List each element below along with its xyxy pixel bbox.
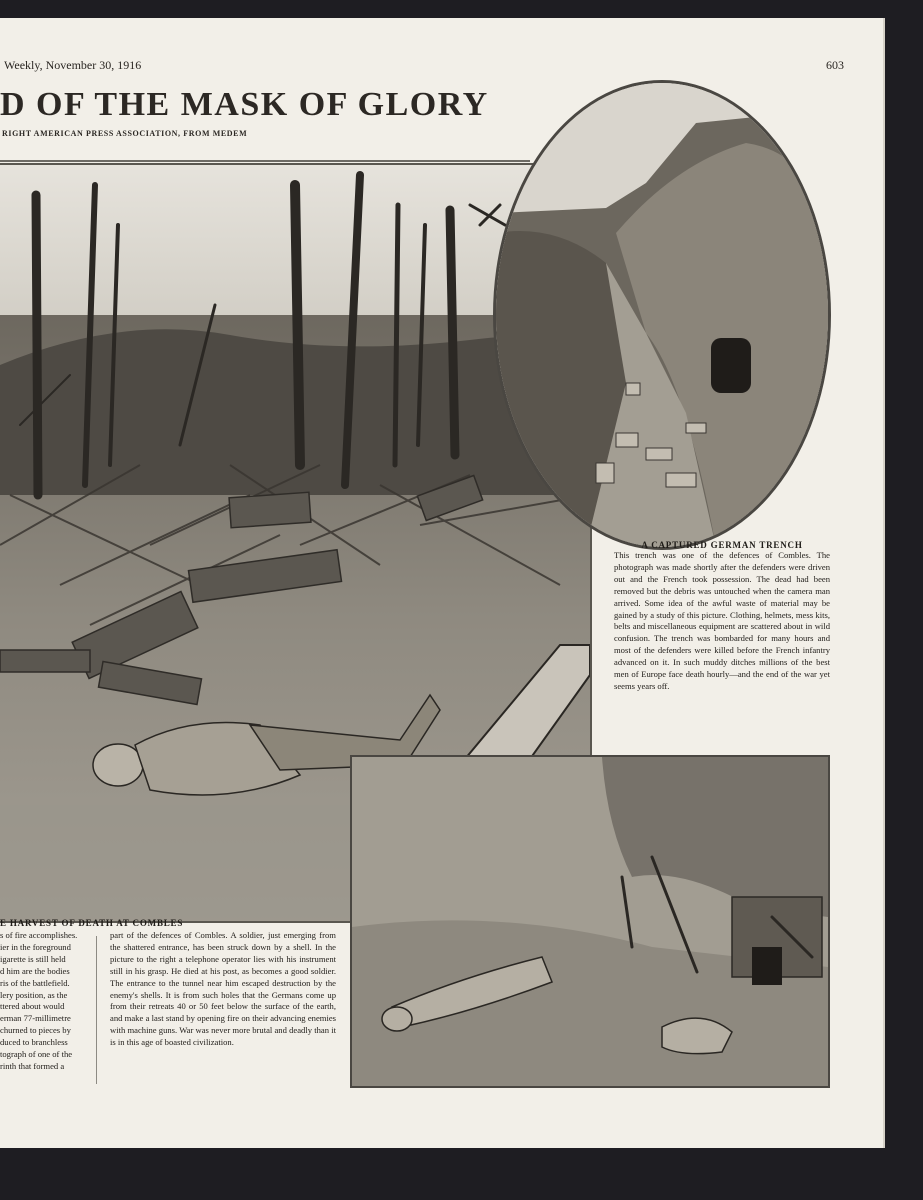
photo-credit: RIGHT AMERICAN PRESS ASSOCIATION, FROM MEDEM	[2, 129, 248, 138]
harvest-line: rinth that formed a	[0, 1060, 65, 1071]
harvest-caption-col1	[0, 930, 85, 1073]
harvest-caption-col2	[110, 930, 336, 1049]
harvest-line: d him are the bodies	[0, 965, 70, 976]
harvest-line: erman 77-millimetre	[0, 1013, 71, 1024]
harvest-caption-title: E HARVEST OF DEATH AT COMBLES	[0, 918, 184, 928]
harvest-line: churned to pieces by	[0, 1025, 71, 1036]
page-number: 603	[826, 58, 844, 72]
harvest-line: lery position, as the	[0, 989, 68, 1000]
harvest-caption-body: part of the defences of Combles. A soldier, just emerging from the shattered entrance, has been struck down by a shell. In the picture to the right a telephone operator lies with his instrument still in his grasp. He died at his post, as becomes a good soldier. The entrance to the tunnel near him escaped destruction by the enemy's shells. It is from such holes that the Germans come up from their retreats 40 or 50 feet below the surface of the earth, and make a last stand by opening fire on their advancing enemies with machine guns. War was never more brutal and deadly than it is in this age of boasted civilization.	[110, 930, 336, 1048]
trench-caption-body: This trench was one of the defences of Combles. The photograph was made shortly after the defenders were driven out and the French took possession. The dead had been removed but the debris was untouched when the camera man arrived. Some idea of the awful waste of material may be gained by a study of this picture. Clothing, helmets, mess kits, belts and miscellaneous equipment are scattered about in wild confusion. The trench was bombarded for many hours and most of the defenders were killed before the French infantry advanced on it. In such muddy ditches millions of the best men of Europe face death hourly—and the end of the war yet seems years off.	[614, 550, 830, 691]
bottom-photo	[350, 755, 830, 1088]
harvest-line: tograph of one of the	[0, 1049, 73, 1060]
oval-photo-image	[496, 83, 828, 547]
scan-background	[0, 1148, 923, 1200]
harvest-line: ris of the battlefield.	[0, 977, 70, 988]
harvest-line: s of fire accomplishes.	[0, 930, 78, 940]
column-divider	[96, 936, 97, 1084]
harvest-line: igarette is still held	[0, 953, 66, 964]
harvest-line: duced to branchless	[0, 1037, 68, 1048]
trench-caption	[614, 540, 830, 693]
bottom-photo-image	[352, 757, 828, 1086]
trench-caption-title: A CAPTURED GERMAN TRENCH	[641, 540, 803, 550]
title-rule	[0, 160, 530, 162]
page-title: D OF THE MASK OF GLORY	[0, 86, 489, 123]
oval-photo	[493, 80, 831, 550]
harvest-line: ier in the foreground	[0, 941, 71, 952]
harvest-line: ttered about would	[0, 1001, 65, 1012]
header-date: Weekly, November 30, 1916	[4, 58, 142, 72]
